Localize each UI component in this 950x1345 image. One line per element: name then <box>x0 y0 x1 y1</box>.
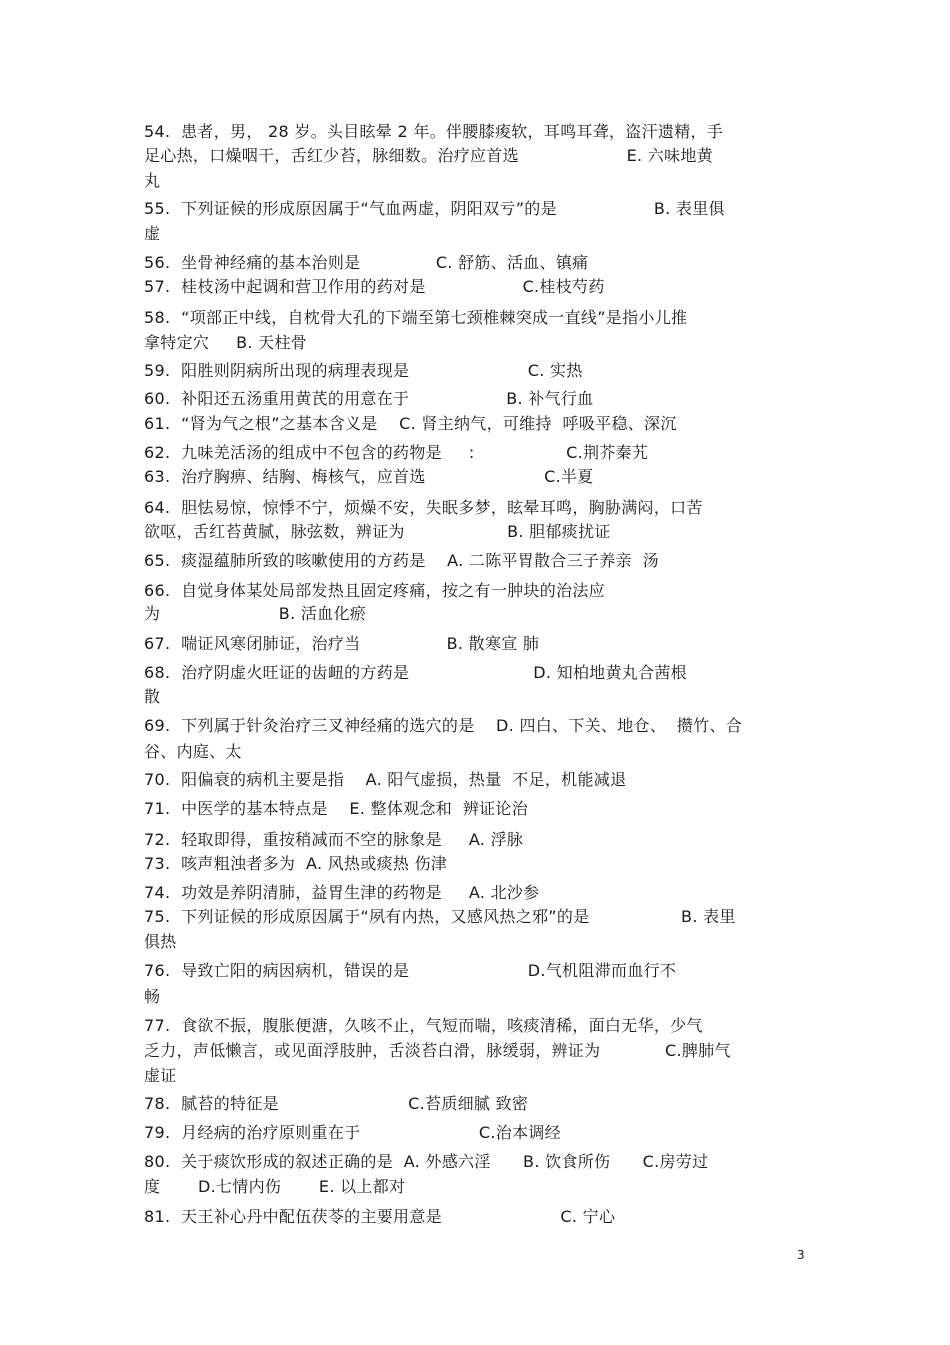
text-line: 78. 腻苔的特征是 C.苔质细腻 致密 <box>144 1094 529 1113</box>
text-line: 67. 喘证风寒闭肺证，治疗当 B. 散寒宣 肺 <box>144 634 540 653</box>
text-line: 俱热 <box>144 932 177 951</box>
text-line: 虚 <box>144 224 161 243</box>
text-line: 谷、内庭、太 <box>144 742 242 761</box>
text-line: 74. 功效是养阴清肺，益胃生津的药物是 A. 北沙参 <box>144 883 540 902</box>
text-line: 58. “项部正中线，自枕骨大孔的下端至第七颈椎棘突成一直线”是指小儿推 <box>144 308 688 327</box>
text-line: 72. 轻取即得，重按稍减而不空的脉象是 A. 浮脉 <box>144 830 524 849</box>
text-line: 55. 下列证候的形成原因属于“气血两虚，阴阳双亏”的是 B. 表里俱 <box>144 199 725 218</box>
text-line: 62. 九味羌活汤的组成中不包含的药物是 : C.荆芥秦艽 <box>144 443 649 462</box>
text-line: 70. 阳偏衰的病机主要是指 A. 阳气虚损，热量 不足，机能减退 <box>144 770 627 789</box>
text-line: 虚证 <box>144 1066 177 1085</box>
text-line: 畅 <box>144 987 161 1006</box>
page-number: 3 <box>797 1248 805 1262</box>
text-line: 81. 天王补心丹中配伍茯苓的主要用意是 C. 宁心 <box>144 1207 616 1226</box>
text-line: 68. 治疗阴虚火旺证的齿衄的方药是 D. 知柏地黄丸合茜根 <box>144 663 687 682</box>
text-line: 散 <box>144 687 161 706</box>
text-line: 54. 患者，男， 28 岁。头目眩晕 2 年。伴腰膝痠软，耳鸣耳聋，盗汗遗精，手 <box>144 122 724 141</box>
text-line: 69. 下列属于针灸治疗三叉神经痛的选穴的是 D. 四白、下关、地仓、 攒竹、合 <box>144 716 743 735</box>
text-line: 75. 下列证候的形成原因属于“夙有内热，又感风热之邪”的是 B. 表里 <box>144 907 736 926</box>
text-line: 为 B. 活血化瘀 <box>144 604 367 623</box>
text-line: 56. 坐骨神经痛的基本治则是 C. 舒筋、活血、镇痛 <box>144 253 589 272</box>
text-line: 60. 补阳还五汤重用黄芪的用意在于 B. 补气行血 <box>144 389 594 408</box>
text-line: 丸 <box>144 171 161 190</box>
text-line: 77. 食欲不振，腹胀便溏，久咳不止，气短而喘，咳痰清稀，面白无华，少气 <box>144 1016 703 1035</box>
text-line: 65. 痰湿蕴肺所致的咳嗽使用的方药是 A. 二陈平胃散合三子养亲 汤 <box>144 551 659 570</box>
text-line: 73. 咳声粗浊者多为 A. 风热或痰热 伤津 <box>144 854 448 873</box>
text-line: 80. 关于痰饮形成的叙述正确的是 A. 外感六淫 B. 饮食所伤 C.房劳过 <box>144 1152 709 1171</box>
text-line: 76. 导致亡阳的病因病机，错误的是 D.气机阻滞而血行不 <box>144 961 677 980</box>
text-line: 足心热，口燥咽干，舌红少苔，脉细数。治疗应首选 E. 六味地黄 <box>144 146 714 165</box>
text-line: 度 D.七情内伤 E. 以上都对 <box>144 1177 406 1196</box>
text-line: 拿特定穴 B. 天柱骨 <box>144 333 308 352</box>
text-line: 乏力，声低懒言，或见面浮肢肿，舌淡苔白滑，脉缓弱，辨证为 C.脾肺气 <box>144 1041 731 1060</box>
text-line: 57. 桂枝汤中起调和营卫作用的药对是 C.桂枝芍药 <box>144 277 605 296</box>
text-line: 79. 月经病的治疗原则重在于 C.治本调经 <box>144 1123 561 1142</box>
text-line: 71. 中医学的基本特点是 E. 整体观念和 辨证论治 <box>144 799 529 818</box>
text-line: 66. 自觉身体某处局部发热且固定疼痛，按之有一肿块的治法应 <box>144 581 605 600</box>
text-line: 63. 治疗胸痹、结胸、梅核气，应首选 C.半夏 <box>144 467 594 486</box>
text-line: 61. “肾为气之根”之基本含义是 C. 肾主纳气，可维持 呼吸平稳、深沉 <box>144 414 677 433</box>
text-line: 64. 胆怯易惊，惊悸不宁，烦燥不安，失眠多梦，眩晕耳鸣，胸胁满闷，口苦 <box>144 498 703 517</box>
text-line: 59. 阳胜则阴病所出现的病理表现是 C. 实热 <box>144 361 583 380</box>
text-line: 欲呕，舌红苔黄腻，脉弦数，辨证为 B. 胆郁痰扰证 <box>144 522 611 541</box>
